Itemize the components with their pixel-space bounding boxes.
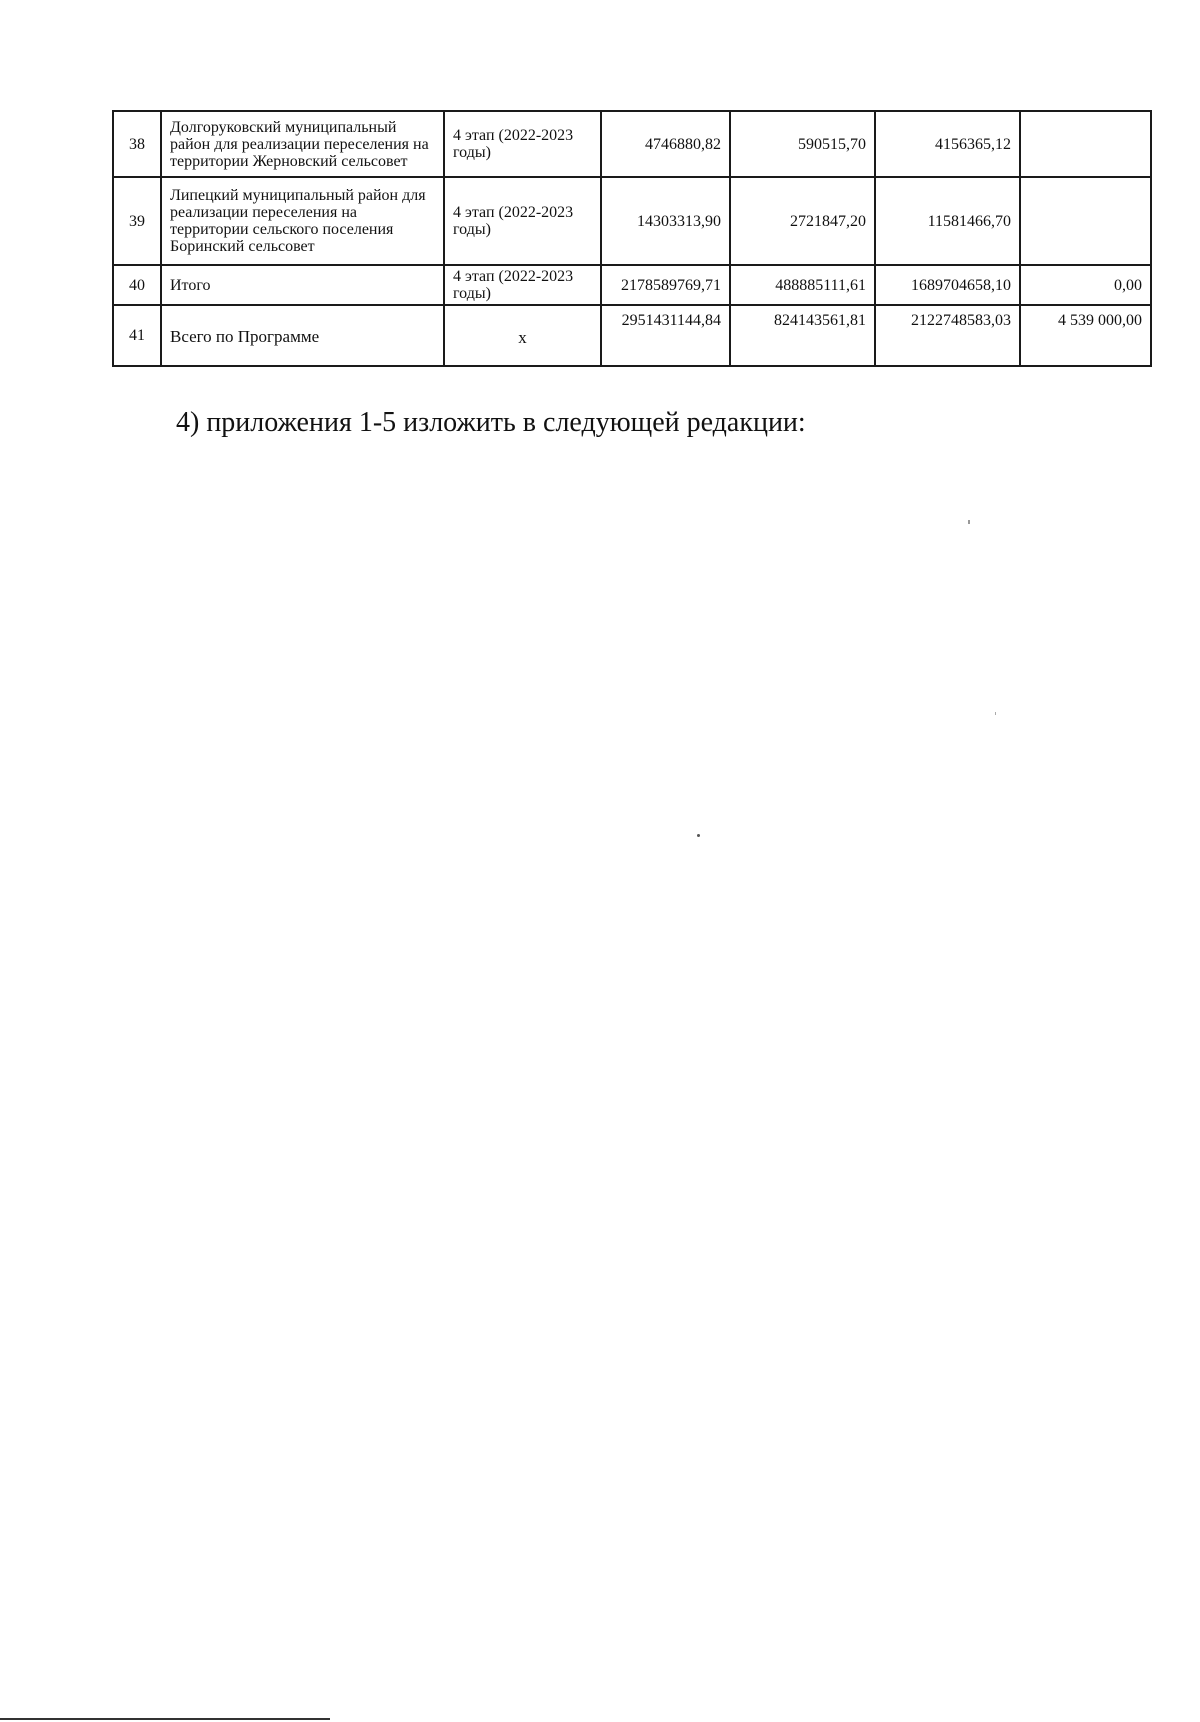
row-fund: 824143561,81 bbox=[730, 305, 875, 366]
row-name: Долгоруковский муниципальный район для реализации переселения на территории Жерновский сельсовет bbox=[161, 111, 444, 177]
row-number: 39 bbox=[113, 177, 161, 265]
row-stage: 4 этап (2022-2023 годы) bbox=[444, 265, 601, 305]
row-total: 14303313,90 bbox=[601, 177, 730, 265]
row-extra: 0,00 bbox=[1020, 265, 1151, 305]
row-stage: 4 этап (2022-2023 годы) bbox=[444, 177, 601, 265]
row-total: 4746880,82 bbox=[601, 111, 730, 177]
row-fund: 590515,70 bbox=[730, 111, 875, 177]
row-name: Итого bbox=[161, 265, 444, 305]
table-row bbox=[113, 177, 1151, 265]
table-row bbox=[113, 111, 1151, 177]
row-stage: 4 этап (2022-2023 годы) bbox=[444, 111, 601, 177]
row-stage: х bbox=[444, 305, 601, 366]
row-number: 38 bbox=[113, 111, 161, 177]
table-row bbox=[113, 265, 1151, 305]
row-fund: 2721847,20 bbox=[730, 177, 875, 265]
row-number: 40 bbox=[113, 265, 161, 305]
row-budget: 1689704658,10 bbox=[875, 265, 1020, 305]
row-number: 41 bbox=[113, 305, 161, 366]
scan-speck bbox=[697, 834, 700, 837]
row-extra: 4 539 000,00 bbox=[1020, 305, 1151, 366]
scan-speck bbox=[995, 712, 996, 715]
row-budget: 4156365,12 bbox=[875, 111, 1020, 177]
row-extra bbox=[1020, 111, 1151, 177]
row-fund: 488885111,61 bbox=[730, 265, 875, 305]
program-funding-table bbox=[112, 110, 1152, 367]
row-name: Всего по Программе bbox=[161, 305, 444, 366]
table-row bbox=[113, 305, 1151, 366]
row-name: Липецкий муниципальный район для реализации переселения на территории сельского поселения Боринский сельсовет bbox=[161, 177, 444, 265]
row-total: 2951431144,84 bbox=[601, 305, 730, 366]
row-total: 2178589769,71 bbox=[601, 265, 730, 305]
scan-speck bbox=[968, 520, 970, 524]
row-budget: 11581466,70 bbox=[875, 177, 1020, 265]
row-extra bbox=[1020, 177, 1151, 265]
amendment-paragraph: 4) приложения 1-5 изложить в следующей редакции: bbox=[176, 407, 806, 438]
scan-edge-line bbox=[0, 1718, 330, 1720]
row-budget: 2122748583,03 bbox=[875, 305, 1020, 366]
